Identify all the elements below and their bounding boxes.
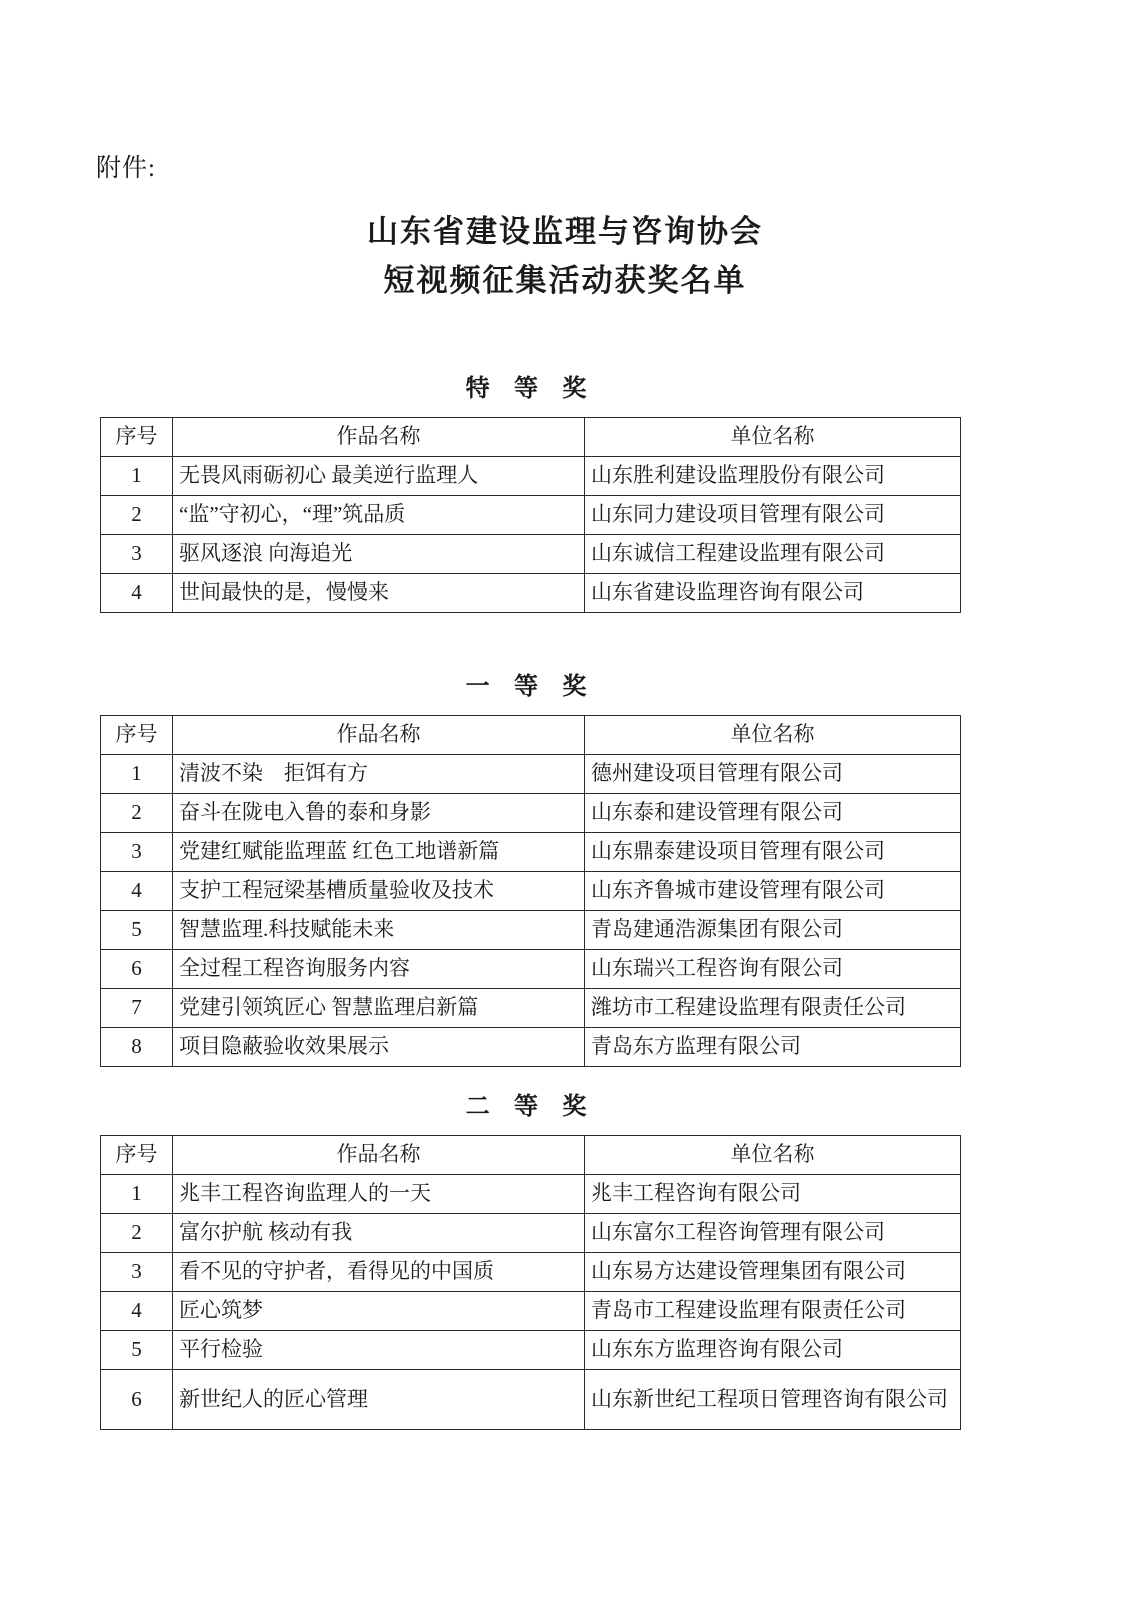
cell-no: 3: [101, 833, 173, 872]
table-row: [101, 535, 961, 574]
cell-unit: 青岛建通浩源集团有限公司: [585, 911, 961, 950]
table-row: [101, 989, 961, 1028]
column-header-work: 作品名称: [173, 418, 585, 457]
column-header-work: 作品名称: [173, 1136, 585, 1175]
table-row: [101, 574, 961, 613]
section-title-first: 一 等 奖: [465, 671, 595, 700]
cell-unit: 山东新世纪工程项日管理咨询有限公司: [585, 1370, 961, 1430]
column-header-unit: 单位名称: [585, 716, 961, 755]
cell-no: 1: [101, 1175, 173, 1214]
table-row: [101, 1331, 961, 1370]
cell-work: 兆丰工程咨询监理人的一天: [173, 1175, 585, 1214]
cell-work: 支护工程冠梁基槽质量验收及技术: [173, 872, 585, 911]
award-table-special: [100, 417, 961, 613]
cell-work: 看不见的守护者，看得见的中国质: [173, 1253, 585, 1292]
table-row: [101, 1370, 961, 1430]
cell-unit: 山东瑞兴工程咨询有限公司: [585, 950, 961, 989]
cell-no: 4: [101, 574, 173, 613]
section-title-special: 特 等 奖: [465, 373, 595, 402]
cell-no: 5: [101, 911, 173, 950]
cell-no: 8: [101, 1028, 173, 1067]
cell-no: 5: [101, 1331, 173, 1370]
cell-unit: 山东易方达建设管理集团有限公司: [585, 1253, 961, 1292]
page-title: [0, 208, 1130, 306]
cell-unit: 山东泰和建设管理有限公司: [585, 794, 961, 833]
cell-work: 平行检验: [173, 1331, 585, 1370]
column-header-no: 序号: [101, 1136, 173, 1175]
section-special-award: [100, 368, 960, 613]
table-row: [101, 1253, 961, 1292]
cell-unit: 德州建设项目管理有限公司: [585, 755, 961, 794]
page-title-line-1: 山东省建设监理与咨询协会: [367, 214, 763, 250]
table-row: [101, 1292, 961, 1331]
table-header-row: [101, 716, 961, 755]
table-row: [101, 911, 961, 950]
cell-work: 世间最快的是，慢慢来: [173, 574, 585, 613]
cell-work: 全过程工程咨询服务内容: [173, 950, 585, 989]
column-header-no: 序号: [101, 418, 173, 457]
cell-work: 驱风逐浪 向海追光: [173, 535, 585, 574]
column-header-no: 序号: [101, 716, 173, 755]
table-header-row: [101, 1136, 961, 1175]
cell-no: 3: [101, 1253, 173, 1292]
cell-work: 党建红赋能监理蓝 红色工地谱新篇: [173, 833, 585, 872]
cell-unit: 山东省建设监理咨询有限公司: [585, 574, 961, 613]
cell-work: 无畏风雨砺初心 最美逆行监理人: [173, 457, 585, 496]
cell-work: 清波不染 拒饵有方: [173, 755, 585, 794]
cell-unit: 青岛东方监理有限公司: [585, 1028, 961, 1067]
column-header-unit: 单位名称: [585, 418, 961, 457]
cell-unit: 青岛市工程建设监理有限责任公司: [585, 1292, 961, 1331]
section-first-award: [100, 666, 960, 1067]
table-row: [101, 1214, 961, 1253]
cell-no: 4: [101, 872, 173, 911]
cell-unit: 山东富尔工程咨询管理有限公司: [585, 1214, 961, 1253]
attachment-label: 附件:: [96, 155, 156, 182]
section-second-award: [100, 1086, 960, 1430]
award-table-first: [100, 715, 961, 1067]
cell-unit: 兆丰工程咨询有限公司: [585, 1175, 961, 1214]
cell-unit: 山东鼎泰建设项目管理有限公司: [585, 833, 961, 872]
table-row: [101, 794, 961, 833]
table-row: [101, 1175, 961, 1214]
cell-no: 7: [101, 989, 173, 1028]
cell-work: 匠心筑梦: [173, 1292, 585, 1331]
table-row: [101, 833, 961, 872]
cell-work: 新世纪人的匠心管理: [173, 1370, 585, 1430]
cell-unit: 山东齐鲁城市建设管理有限公司: [585, 872, 961, 911]
table-row: [101, 1028, 961, 1067]
cell-work: 项目隐蔽验收效果展示: [173, 1028, 585, 1067]
column-header-unit: 单位名称: [585, 1136, 961, 1175]
table-row: [101, 872, 961, 911]
cell-no: 2: [101, 1214, 173, 1253]
table-row: [101, 755, 961, 794]
table-row: [101, 950, 961, 989]
cell-unit: 山东诚信工程建设监理有限公司: [585, 535, 961, 574]
table-row: [101, 457, 961, 496]
cell-no: 6: [101, 950, 173, 989]
cell-no: 2: [101, 794, 173, 833]
table-row: [101, 496, 961, 535]
cell-work: 奋斗在陇电入鲁的泰和身影: [173, 794, 585, 833]
cell-unit: 山东胜利建设监理股份有限公司: [585, 457, 961, 496]
column-header-work: 作品名称: [173, 716, 585, 755]
cell-no: 1: [101, 457, 173, 496]
page-title-line-2: 短视频征集活动获奖名单: [383, 262, 747, 299]
cell-unit: 山东东方监理咨询有限公司: [585, 1331, 961, 1370]
cell-no: 6: [101, 1370, 173, 1430]
cell-no: 4: [101, 1292, 173, 1331]
section-title-second: 二 等 奖: [465, 1091, 595, 1120]
table-header-row: [101, 418, 961, 457]
cell-no: 2: [101, 496, 173, 535]
cell-no: 3: [101, 535, 173, 574]
cell-work: 富尔护航 核动有我: [173, 1214, 585, 1253]
award-table-second: [100, 1135, 961, 1430]
cell-work: 党建引领筑匠心 智慧监理启新篇: [173, 989, 585, 1028]
cell-work: “监”守初心，“理”筑品质: [173, 496, 585, 535]
cell-unit: 山东同力建设项目管理有限公司: [585, 496, 961, 535]
cell-unit: 潍坊市工程建设监理有限责任公司: [585, 989, 961, 1028]
cell-work: 智慧监理.科技赋能未来: [173, 911, 585, 950]
cell-no: 1: [101, 755, 173, 794]
